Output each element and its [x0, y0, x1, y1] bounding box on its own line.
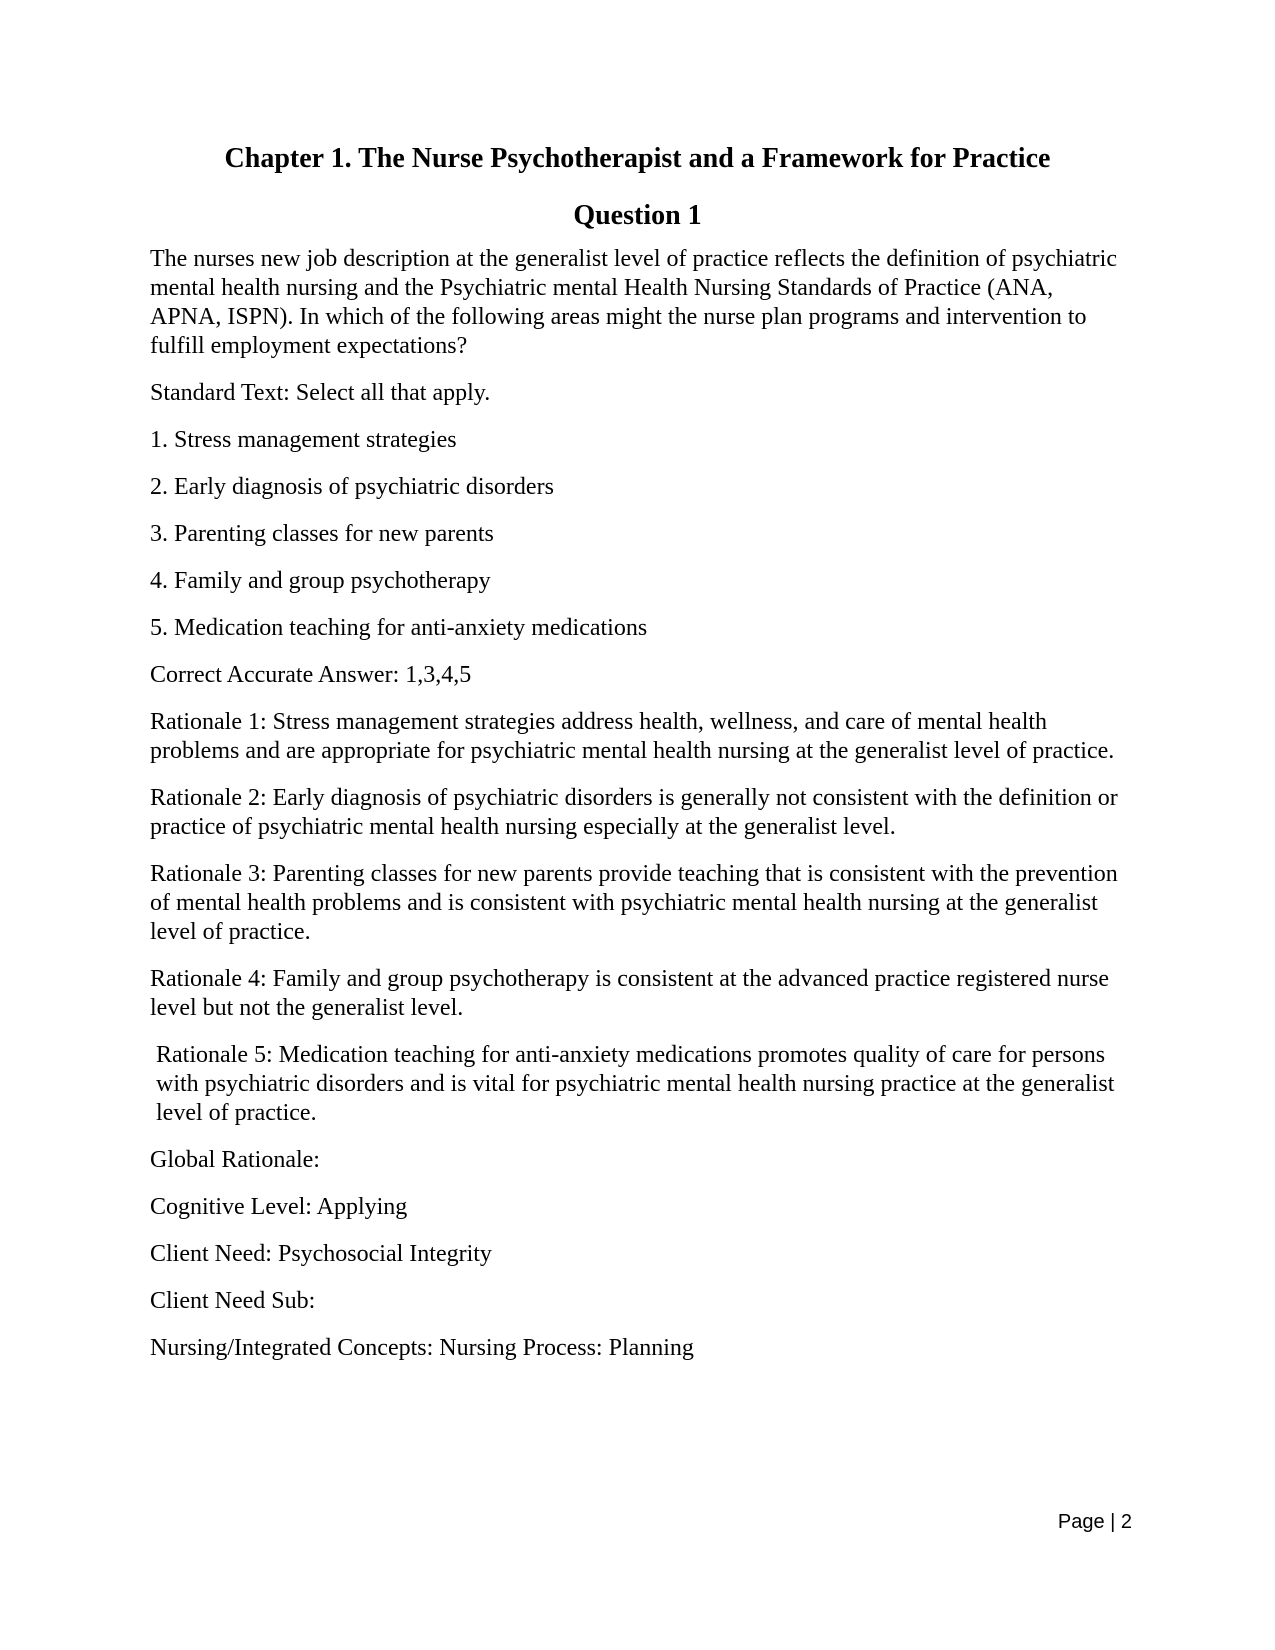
rationale: Rationale 2: Early diagnosis of psychiatric disorders is generally not consistent with the definition or practice of psychiatric mental health nursing especially at the generalist level. [150, 785, 1118, 840]
correct-answer: Correct Accurate Answer: 1,3,4,5 [150, 662, 472, 688]
answer-option: 4. Family and group psychotherapy [150, 568, 491, 594]
rationale: Rationale 5: Medication teaching for anti-anxiety medications promotes quality of care for persons with psychiatric disorders and is vital for psychiatric mental health nursing practice at the generalist level of practice. [156, 1042, 1115, 1126]
rationale: Rationale 1: Stress management strategies address health, wellness, and care of mental health problems and are appropriate for psychiatric mental health nursing at the generalist level of practice. [150, 709, 1115, 764]
nursing-concepts: Nursing/Integrated Concepts: Nursing Process: Planning [150, 1335, 694, 1361]
client-need-sub: Client Need Sub: [150, 1288, 316, 1314]
answer-option: 2. Early diagnosis of psychiatric disorders [150, 474, 554, 500]
answer-option: 5. Medication teaching for anti-anxiety medications [150, 615, 648, 641]
answer-option: 3. Parenting classes for new parents [150, 521, 494, 547]
standard-text: Standard Text: Select all that apply. [150, 380, 491, 406]
answer-option: 1. Stress management strategies [150, 427, 457, 453]
page-content [150, 142, 1125, 1381]
cognitive-level: Cognitive Level: Applying [150, 1194, 408, 1220]
question-title: Question 1 [573, 200, 702, 231]
global-rationale: Global Rationale: [150, 1147, 320, 1173]
client-need: Client Need: Psychosocial Integrity [150, 1241, 492, 1267]
rationale: Rationale 3: Parenting classes for new parents provide teaching that is consistent with the prevention of mental health problems and is consistent with psychiatric mental health nursing at the generalist level of practice. [150, 861, 1118, 945]
rationale: Rationale 4: Family and group psychotherapy is consistent at the advanced practice registered nurse level but not the generalist level. [150, 966, 1110, 1021]
page-number: Page | 2 [1057, 1511, 1132, 1533]
chapter-title: Chapter 1. The Nurse Psychotherapist and a Framework for Practice [224, 143, 1051, 174]
question-text: The nurses new job description at the generalist level of practice reflects the definition of psychiatric mental health nursing and the Psychiatric mental Health Nursing Standards of Practice (ANA, APNA, ISPN). In which of the following areas might the nurse plan programs and intervention to fulfill employment expectations? [150, 246, 1117, 359]
